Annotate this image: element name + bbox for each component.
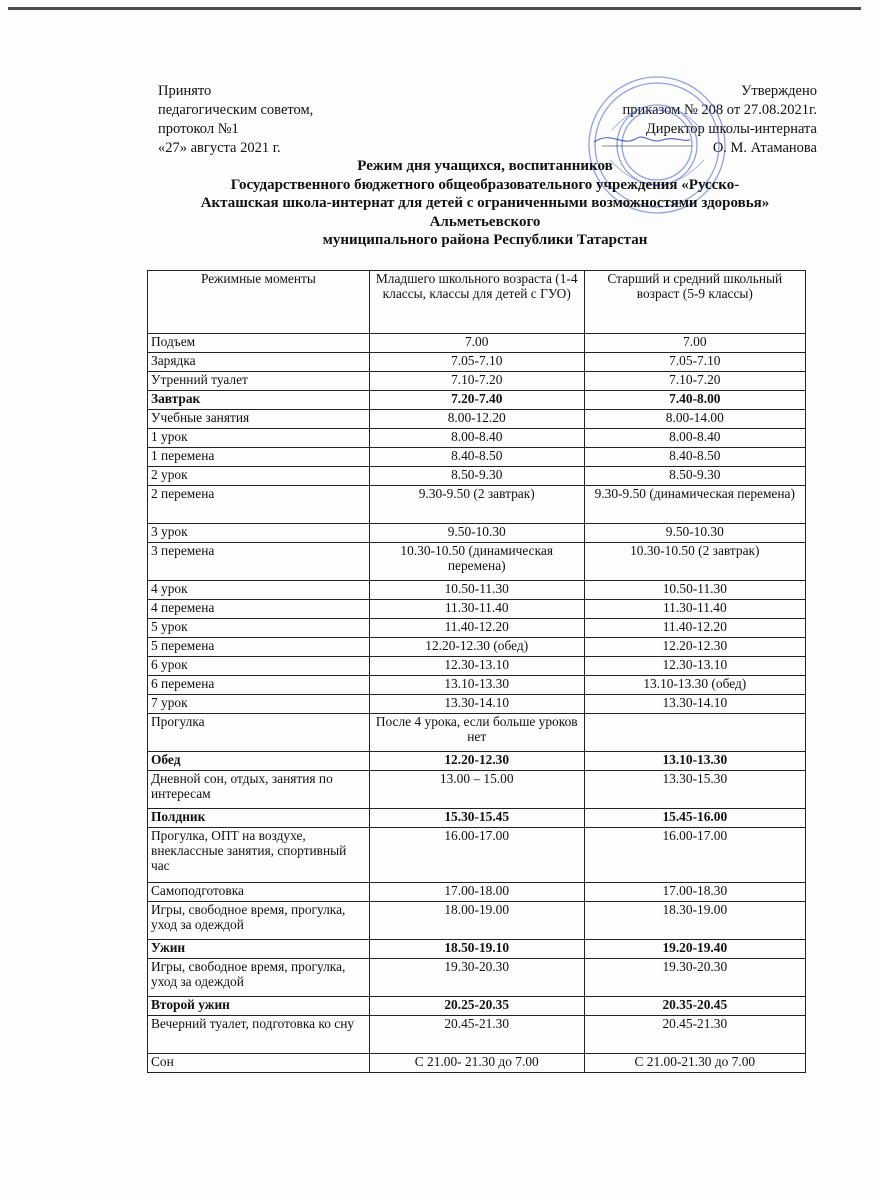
junior-time-cell: 17.00-18.00 xyxy=(369,883,584,902)
junior-time-cell: 13.10-13.30 xyxy=(369,676,584,695)
senior-time-cell: 13.10-13.30 (обед) xyxy=(584,676,805,695)
daily-schedule-table xyxy=(147,270,806,1073)
junior-time-cell: 18.00-19.00 xyxy=(369,902,584,940)
activity-cell: 4 перемена xyxy=(148,600,370,619)
director-title: Директор школы-интерната xyxy=(645,121,817,137)
senior-time-cell: 20.45-21.30 xyxy=(584,1016,805,1054)
schedule-body xyxy=(148,334,806,1073)
activity-cell: Полдник xyxy=(148,809,370,828)
junior-time-cell: После 4 урока, если больше уроков нет xyxy=(369,714,584,752)
signature-mark xyxy=(594,137,690,142)
table-row xyxy=(148,771,806,809)
junior-time-cell: 7.20-7.40 xyxy=(369,391,584,410)
table-row xyxy=(148,486,806,524)
senior-time-cell: 10.50-11.30 xyxy=(584,581,805,600)
activity-cell: Завтрак xyxy=(148,391,370,410)
junior-time-cell: С 21.00- 21.30 до 7.00 xyxy=(369,1054,584,1073)
order-number: приказом № 208 от 27.08.2021г. xyxy=(622,102,817,118)
junior-time-cell: 20.45-21.30 xyxy=(369,1016,584,1054)
table-row xyxy=(148,902,806,940)
senior-time-cell: 8.00-8.40 xyxy=(584,429,805,448)
table-row xyxy=(148,410,806,429)
senior-time-cell: 12.20-12.30 xyxy=(584,638,805,657)
title-line-5: муниципального района Республики Татарстан xyxy=(322,232,648,248)
table-row xyxy=(148,543,806,581)
table-row xyxy=(148,429,806,448)
senior-time-cell: 19.20-19.40 xyxy=(584,940,805,959)
senior-time-cell xyxy=(584,714,805,752)
senior-time-cell: 13.10-13.30 xyxy=(584,752,805,771)
junior-time-cell: 12.20-12.30 xyxy=(369,752,584,771)
table-row xyxy=(148,391,806,410)
senior-time-cell: 8.40-8.50 xyxy=(584,448,805,467)
table-row xyxy=(148,619,806,638)
senior-time-cell: 11.40-12.20 xyxy=(584,619,805,638)
title-line-2: Государственного бюджетного общеобразовательного учреждения «Русско- xyxy=(230,176,740,193)
senior-time-cell: 17.00-18.30 xyxy=(584,883,805,902)
activity-cell: 5 урок xyxy=(148,619,370,638)
table-row xyxy=(148,581,806,600)
table-header-row xyxy=(148,271,806,334)
activity-cell: 4 урок xyxy=(148,581,370,600)
senior-time-cell: 7.40-8.00 xyxy=(584,391,805,410)
activity-cell: Подъем xyxy=(148,334,370,353)
table-row xyxy=(148,714,806,752)
senior-time-cell: 10.30-10.50 (2 завтрак) xyxy=(584,543,805,581)
activity-cell: Прогулка, ОПТ на воздухе, внеклассные занятия, спортивный час xyxy=(148,828,370,883)
senior-time-cell: 13.30-15.30 xyxy=(584,771,805,809)
activity-cell: 5 перемена xyxy=(148,638,370,657)
junior-time-cell: 13.30-14.10 xyxy=(369,695,584,714)
senior-time-cell: 8.00-14.00 xyxy=(584,410,805,429)
table-row xyxy=(148,959,806,997)
activity-cell: Второй ужин xyxy=(148,997,370,1016)
table-row xyxy=(148,372,806,391)
header-activity: Режимные моменты xyxy=(148,271,370,334)
table-row xyxy=(148,353,806,372)
scan-top-edge xyxy=(8,7,861,10)
activity-cell: 6 урок xyxy=(148,657,370,676)
senior-time-cell: 7.00 xyxy=(584,334,805,353)
junior-time-cell: 19.30-20.30 xyxy=(369,959,584,997)
activity-cell: 3 перемена xyxy=(148,543,370,581)
table-row xyxy=(148,695,806,714)
table-row xyxy=(148,1054,806,1073)
activity-cell: 2 перемена xyxy=(148,486,370,524)
activity-cell: 7 урок xyxy=(148,695,370,714)
junior-time-cell: 11.40-12.20 xyxy=(369,619,584,638)
table-row xyxy=(148,828,806,883)
adoption-block xyxy=(158,82,313,158)
senior-time-cell: 8.50-9.30 xyxy=(584,467,805,486)
junior-time-cell: 12.30-13.10 xyxy=(369,657,584,676)
activity-cell: Вечерний туалет, подготовка ко сну xyxy=(148,1016,370,1054)
title-line-1: Режим дня учащихся, воспитанников xyxy=(357,158,613,174)
senior-time-cell: 9.50-10.30 xyxy=(584,524,805,543)
activity-cell: Сон xyxy=(148,1054,370,1073)
senior-time-cell: 7.10-7.20 xyxy=(584,372,805,391)
activity-cell: 2 урок xyxy=(148,467,370,486)
senior-time-cell: 15.45-16.00 xyxy=(584,809,805,828)
title-line-4: Альметьевского xyxy=(429,213,541,230)
senior-time-cell: 11.30-11.40 xyxy=(584,600,805,619)
activity-cell: Ужин xyxy=(148,940,370,959)
junior-time-cell: 11.30-11.40 xyxy=(369,600,584,619)
table-row xyxy=(148,676,806,695)
activity-cell: Дневной сон, отдых, занятия по интересам xyxy=(148,771,370,809)
activity-cell: 1 перемена xyxy=(148,448,370,467)
senior-time-cell: 20.35-20.45 xyxy=(584,997,805,1016)
junior-time-cell: 8.00-8.40 xyxy=(369,429,584,448)
junior-time-cell: 10.30-10.50 (динамическая перемена) xyxy=(369,543,584,581)
junior-time-cell: 10.50-11.30 xyxy=(369,581,584,600)
table-row xyxy=(148,940,806,959)
junior-time-cell: 9.50-10.30 xyxy=(369,524,584,543)
activity-cell: Прогулка xyxy=(148,714,370,752)
activity-cell: 6 перемена xyxy=(148,676,370,695)
senior-time-cell: С 21.00-21.30 до 7.00 xyxy=(584,1054,805,1073)
senior-time-cell: 16.00-17.00 xyxy=(584,828,805,883)
table-row xyxy=(148,752,806,771)
activity-cell: 1 урок xyxy=(148,429,370,448)
document-title xyxy=(140,157,830,250)
junior-time-cell: 12.20-12.30 (обед) xyxy=(369,638,584,657)
adoption-date: «27» августа 2021 г. xyxy=(158,140,281,156)
junior-time-cell: 18.50-19.10 xyxy=(369,940,584,959)
header-junior: Младшего школьного возраста (1-4 классы, классы для детей с ГУО) xyxy=(369,271,584,334)
table-row xyxy=(148,600,806,619)
table-row xyxy=(148,524,806,543)
senior-time-cell: 19.30-20.30 xyxy=(584,959,805,997)
senior-time-cell: 7.05-7.10 xyxy=(584,353,805,372)
activity-cell: 3 урок xyxy=(148,524,370,543)
header-senior: Старший и средний школьный возраст (5-9 классы) xyxy=(584,271,805,334)
director-name: О. М. Атаманова xyxy=(712,140,817,156)
junior-time-cell: 7.10-7.20 xyxy=(369,372,584,391)
senior-time-cell: 13.30-14.10 xyxy=(584,695,805,714)
table-row xyxy=(148,883,806,902)
activity-cell: Игры, свободное время, прогулка, уход за одеждой xyxy=(148,902,370,940)
activity-cell: Утренний туалет xyxy=(148,372,370,391)
activity-cell: Учебные занятия xyxy=(148,410,370,429)
senior-time-cell: 12.30-13.10 xyxy=(584,657,805,676)
junior-time-cell: 8.50-9.30 xyxy=(369,467,584,486)
activity-cell: Зарядка xyxy=(148,353,370,372)
senior-time-cell: 9.30-9.50 (динамическая перемена) xyxy=(584,486,805,524)
junior-time-cell: 15.30-15.45 xyxy=(369,809,584,828)
junior-time-cell: 7.05-7.10 xyxy=(369,353,584,372)
activity-cell: Обед xyxy=(148,752,370,771)
junior-time-cell: 13.00 – 15.00 xyxy=(369,771,584,809)
table-row xyxy=(148,809,806,828)
table-row xyxy=(148,657,806,676)
junior-time-cell: 9.30-9.50 (2 завтрак) xyxy=(369,486,584,524)
table-row xyxy=(148,638,806,657)
adopted-label: Принято xyxy=(158,83,212,99)
title-line-3: Акташская школа-интернат для детей с ограниченными возможностями здоровья» xyxy=(200,195,770,211)
adopted-by: педагогическим советом, xyxy=(158,102,314,118)
junior-time-cell: 20.25-20.35 xyxy=(369,997,584,1016)
activity-cell: Игры, свободное время, прогулка, уход за одеждой xyxy=(148,959,370,997)
junior-time-cell: 7.00 xyxy=(369,334,584,353)
approved-label: Утверждено xyxy=(741,83,817,99)
activity-cell: Самоподготовка xyxy=(148,883,370,902)
table-row xyxy=(148,1016,806,1054)
junior-time-cell: 16.00-17.00 xyxy=(369,828,584,883)
junior-time-cell: 8.00-12.20 xyxy=(369,410,584,429)
table-row xyxy=(148,997,806,1016)
protocol-number: протокол №1 xyxy=(158,121,239,137)
senior-time-cell: 18.30-19.00 xyxy=(584,902,805,940)
table-row xyxy=(148,467,806,486)
table-row xyxy=(148,448,806,467)
junior-time-cell: 8.40-8.50 xyxy=(369,448,584,467)
table-row xyxy=(148,334,806,353)
